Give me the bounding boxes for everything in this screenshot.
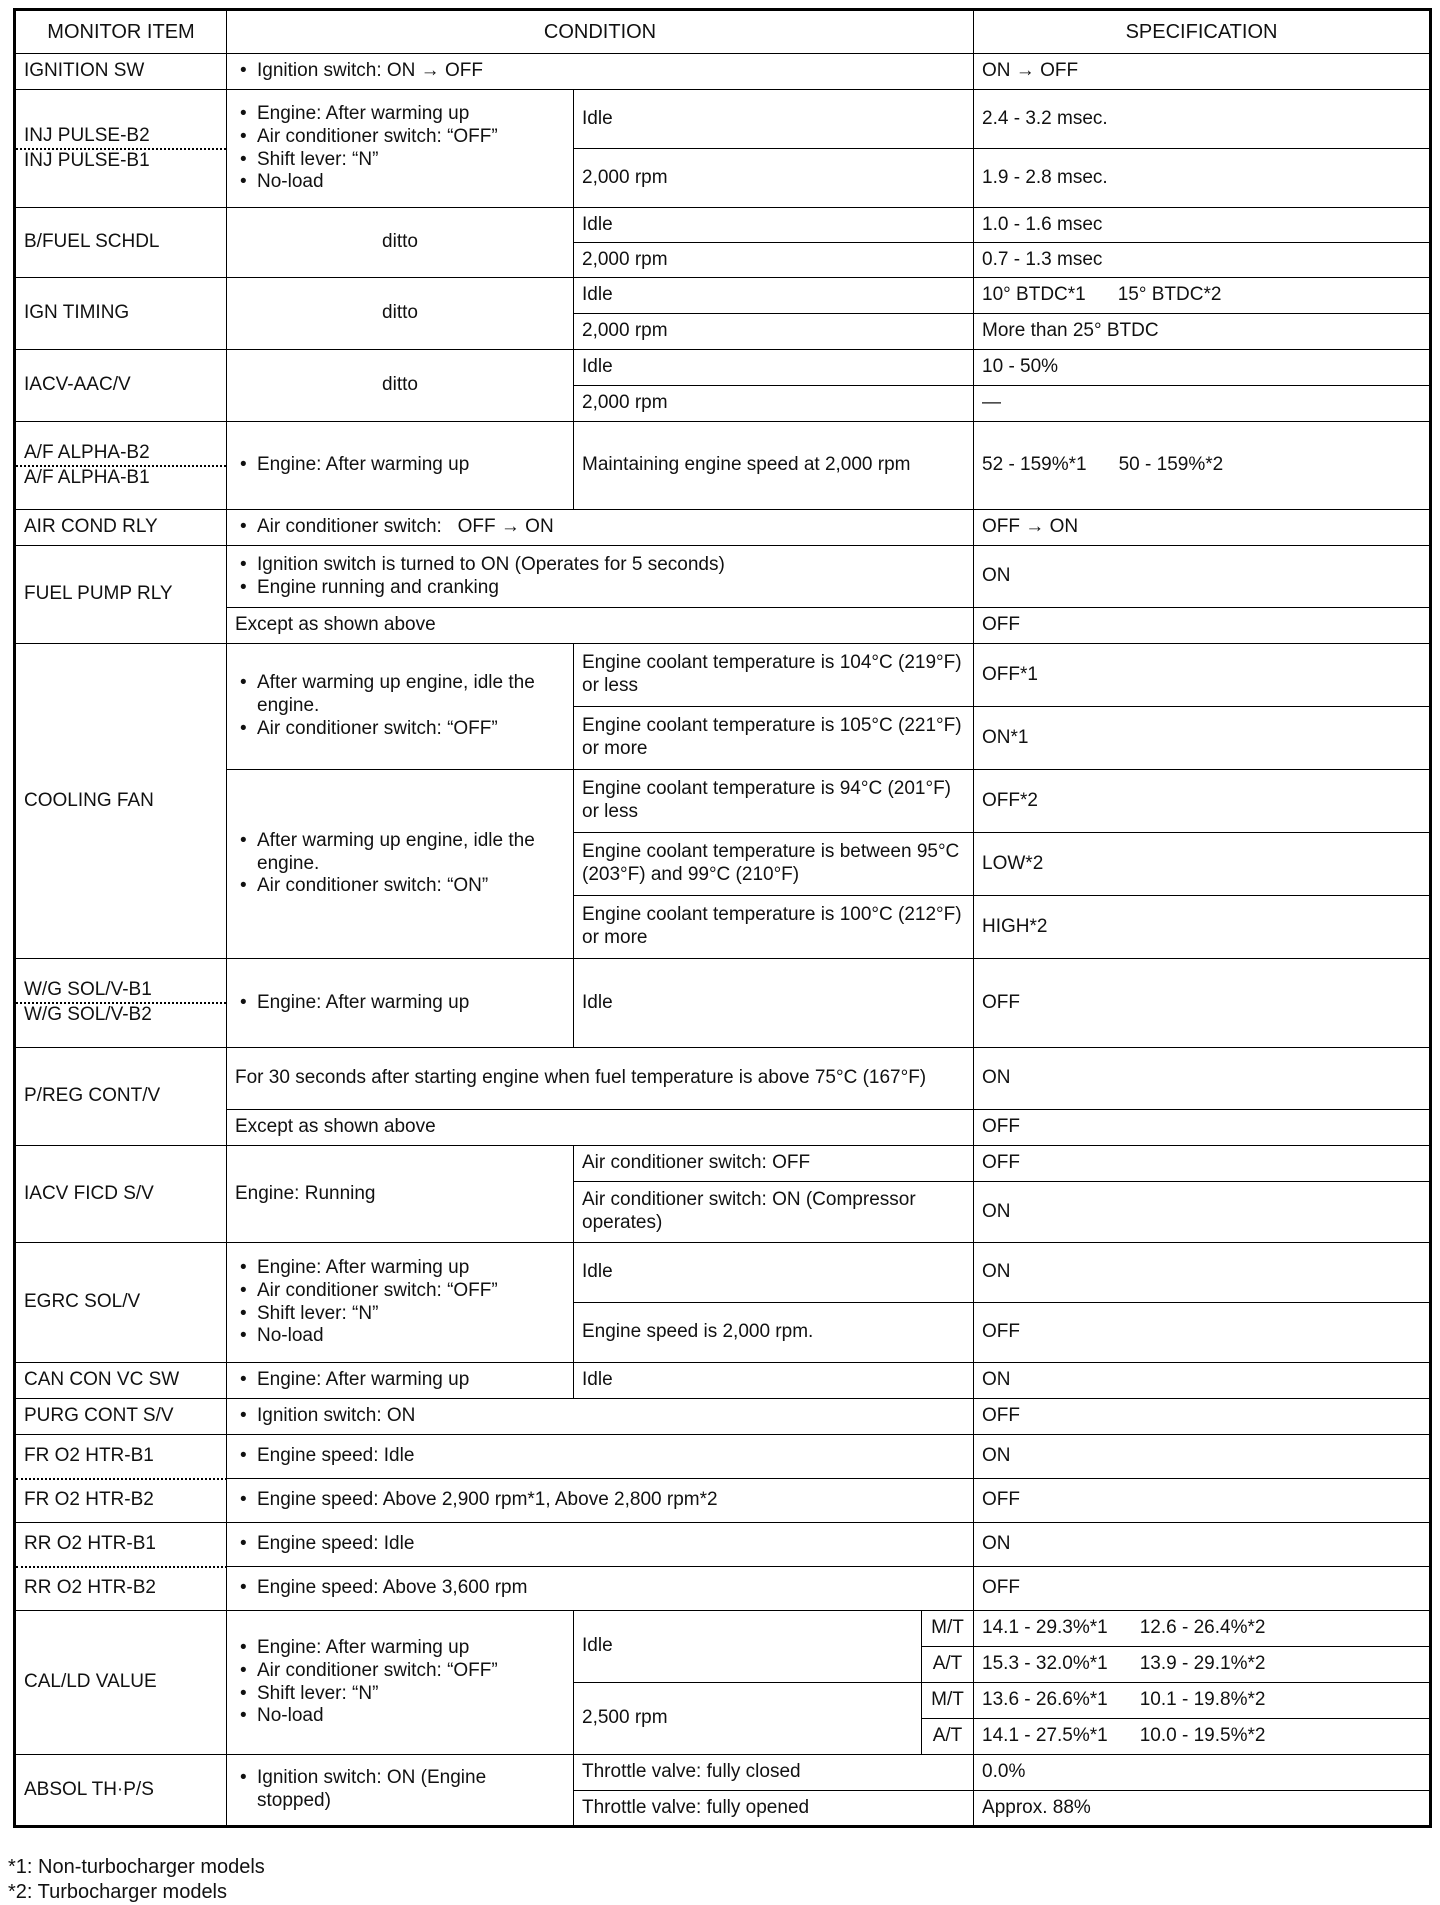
condition-bullet: • Engine speed: Above 3,600 rpm <box>235 1577 965 1600</box>
condition-bullet: • Engine: After warming up <box>235 992 565 1015</box>
spec-value: 10° BTDC*1 <box>982 284 1086 306</box>
monitor-spec-sheet <box>13 8 1432 1828</box>
specification-cell: OFF <box>974 1567 1431 1611</box>
table-row <box>15 54 1431 90</box>
specification-cell: OFF <box>974 1146 1431 1182</box>
condition-cell: Except as shown above <box>227 1110 974 1146</box>
specification-cell: ON <box>974 1243 1431 1303</box>
monitor-item: W/G SOL/V-B1 <box>16 979 226 1004</box>
table-row <box>15 1567 1431 1611</box>
specification-cell: Approx. 88% <box>974 1791 1431 1827</box>
monitor-item: PURG CONT S/V <box>15 1399 227 1435</box>
spec-value: 12.6 - 26.4%*2 <box>1139 1617 1266 1639</box>
sub-condition-cell: Idle <box>574 278 974 314</box>
monitor-item: ABSOL TH·P/S <box>15 1755 227 1827</box>
condition-bullet: • Air conditioner switch: “OFF” <box>235 1660 565 1683</box>
condition-bullet: • After warming up engine, idle the engine. <box>235 672 565 718</box>
monitor-item: P/REG CONT/V <box>15 1048 227 1146</box>
condition-cell <box>227 1755 574 1827</box>
sub-condition-cell: Throttle valve: fully opened <box>574 1791 974 1827</box>
specification-cell: OFF <box>974 959 1431 1048</box>
sub-condition-cell: Idle <box>574 350 974 386</box>
condition-bullet: • Engine speed: Above 2,900 rpm*1, Above 2,800 rpm*2 <box>235 1489 965 1512</box>
specification-cell: HIGH*2 <box>974 896 1431 959</box>
monitor-item: INJ PULSE-B1 <box>24 149 150 171</box>
sub-condition-cell: Air conditioner switch: OFF <box>574 1146 974 1182</box>
spec-value: 15° BTDC*2 <box>1117 284 1222 306</box>
specification-cell: 0.7 - 1.3 msec <box>974 243 1431 278</box>
condition-cell <box>227 1611 574 1755</box>
table-row <box>15 1243 1431 1303</box>
monitor-item: IACV-AAC/V <box>15 350 227 422</box>
monitor-spec-table <box>13 8 1432 1828</box>
condition-bullet: • Shift lever: “N” <box>235 149 565 172</box>
table-row <box>15 1110 1431 1146</box>
table-header-row <box>15 10 1431 54</box>
condition-cell <box>227 546 974 608</box>
monitor-item: IGNITION SW <box>15 54 227 90</box>
monitor-item: A/F ALPHA-B1 <box>24 466 150 488</box>
transmission-label: A/T <box>922 1719 974 1755</box>
monitor-item: A/F ALPHA-B2 <box>16 442 226 467</box>
condition-bullet: • Engine: After warming up <box>235 1257 565 1280</box>
sub-condition-cell: Maintaining engine speed at 2,000 rpm <box>574 422 974 510</box>
condition-cell <box>227 1523 974 1567</box>
specification-cell: OFF <box>974 1479 1431 1523</box>
specification-cell: OFF → ON <box>974 510 1431 546</box>
specification-cell: ON → OFF <box>974 54 1431 90</box>
sub-condition-cell: Idle <box>574 208 974 243</box>
header-specification: SPECIFICATION <box>974 10 1431 54</box>
table-row <box>15 1611 1431 1647</box>
condition-bullet: • No-load <box>235 1705 565 1728</box>
sub-condition-cell: 2,000 rpm <box>574 386 974 422</box>
condition-cell <box>227 1479 974 1523</box>
table-row <box>15 510 1431 546</box>
specification-cell: LOW*2 <box>974 833 1431 896</box>
table-row <box>15 1048 1431 1110</box>
condition-bullet: • No-load <box>235 171 565 194</box>
sub-condition-cell: Idle <box>574 1243 974 1303</box>
monitor-item: FR O2 HTR-B2 <box>15 1479 227 1523</box>
sub-condition-cell: Idle <box>574 90 974 149</box>
table-row <box>15 608 1431 644</box>
condition-cell <box>227 90 574 208</box>
condition-bullet: • Engine: After warming up <box>235 454 565 477</box>
sub-condition-cell: Throttle valve: fully closed <box>574 1755 974 1791</box>
specification-cell: 1.9 - 2.8 msec. <box>974 149 1431 208</box>
monitor-item: RR O2 HTR-B1 <box>15 1523 227 1567</box>
condition-cell: Except as shown above <box>227 608 974 644</box>
table-row <box>15 1363 1431 1399</box>
sub-condition-cell: 2,500 rpm <box>574 1683 922 1755</box>
sub-condition-cell: Engine speed is 2,000 rpm. <box>574 1303 974 1363</box>
specification-cell: More than 25° BTDC <box>974 314 1431 350</box>
condition-bullet: • Air conditioner switch: OFF → ON <box>235 516 965 539</box>
condition-cell <box>227 510 974 546</box>
condition-cell: For 30 seconds after starting engine when fuel temperature is above 75°C (167°F) <box>227 1048 974 1110</box>
monitor-item: INJ PULSE-B2 <box>16 125 226 150</box>
table-row <box>15 1755 1431 1791</box>
condition-bullet: • Engine speed: Idle <box>235 1445 965 1468</box>
monitor-item: W/G SOL/V-B2 <box>24 1004 152 1025</box>
sub-condition-cell: 2,000 rpm <box>574 314 974 350</box>
specification-cell: — <box>974 386 1431 422</box>
sub-condition-cell: 2,000 rpm <box>574 243 974 278</box>
specification-cell: OFF <box>974 1110 1431 1146</box>
condition-bullet: • Engine speed: Idle <box>235 1533 965 1556</box>
monitor-item: CAL/LD VALUE <box>15 1611 227 1755</box>
condition-cell <box>227 1567 974 1611</box>
sub-condition-cell: Engine coolant temperature is between 95°C (203°F) and 99°C (210°F) <box>574 833 974 896</box>
condition-bullet: • Engine running and cranking <box>235 577 965 600</box>
specification-cell: ON <box>974 1048 1431 1110</box>
monitor-item: IACV FICD S/V <box>15 1146 227 1243</box>
spec-value: 14.1 - 27.5%*1 <box>982 1725 1108 1747</box>
specification-cell <box>974 278 1431 314</box>
specification-cell <box>974 1611 1431 1647</box>
condition-cell <box>227 1399 974 1435</box>
monitor-item: FR O2 HTR-B1 <box>15 1435 227 1479</box>
specification-cell <box>974 422 1431 510</box>
spec-value: 50 - 159%*2 <box>1118 454 1224 476</box>
specification-cell: ON <box>974 1182 1431 1243</box>
table-row <box>15 1435 1431 1479</box>
condition-bullet: • Shift lever: “N” <box>235 1683 565 1706</box>
condition-cell: ditto <box>227 350 574 422</box>
condition-cell <box>227 959 574 1048</box>
sub-condition-cell: Idle <box>574 1611 922 1683</box>
condition-cell <box>227 54 974 90</box>
condition-cell: Engine: Running <box>227 1146 574 1243</box>
monitor-item: AIR COND RLY <box>15 510 227 546</box>
specification-cell <box>974 1647 1431 1683</box>
spec-value: 10.0 - 19.5%*2 <box>1139 1725 1266 1747</box>
footnote: *1: Non-turbocharger models <box>8 1856 265 1878</box>
sub-condition-cell: Engine coolant temperature is 100°C (212°F) or more <box>574 896 974 959</box>
condition-cell: ditto <box>227 208 574 278</box>
condition-cell <box>227 770 574 959</box>
table-row <box>15 1399 1431 1435</box>
condition-cell: ditto <box>227 278 574 350</box>
table-row <box>15 278 1431 314</box>
sub-condition-cell: Idle <box>574 959 974 1048</box>
monitor-item-pair <box>15 90 227 208</box>
table-row <box>15 208 1431 243</box>
specification-cell: 10 - 50% <box>974 350 1431 386</box>
specification-cell: OFF <box>974 608 1431 644</box>
specification-cell: OFF <box>974 1303 1431 1363</box>
table-row <box>15 644 1431 707</box>
condition-bullet: • Engine: After warming up <box>235 103 565 126</box>
condition-bullet: • Shift lever: “N” <box>235 1303 565 1326</box>
condition-bullet: • No-load <box>235 1325 565 1348</box>
transmission-label: M/T <box>922 1611 974 1647</box>
header-condition: CONDITION <box>227 10 974 54</box>
condition-bullet: • Engine: After warming up <box>235 1637 565 1660</box>
condition-bullet: • Air conditioner switch: “OFF” <box>235 126 565 149</box>
specification-cell: OFF*1 <box>974 644 1431 707</box>
specification-cell: ON <box>974 1523 1431 1567</box>
spec-value: 13.6 - 26.6%*1 <box>982 1689 1108 1711</box>
table-row <box>15 546 1431 608</box>
condition-cell <box>227 1363 574 1399</box>
condition-cell <box>227 1243 574 1363</box>
table-row <box>15 1146 1431 1182</box>
header-monitor-item: MONITOR ITEM <box>15 10 227 54</box>
table-row <box>15 770 1431 833</box>
condition-cell <box>227 644 574 770</box>
condition-bullet: • After warming up engine, idle the engine. <box>235 830 565 876</box>
specification-cell: 0.0% <box>974 1755 1431 1791</box>
specification-cell: 2.4 - 3.2 msec. <box>974 90 1431 149</box>
specification-cell <box>974 1719 1431 1755</box>
monitor-item: RR O2 HTR-B2 <box>15 1567 227 1611</box>
specification-cell <box>974 1683 1431 1719</box>
condition-bullet: • Ignition switch is turned to ON (Operates for 5 seconds) <box>235 554 965 577</box>
condition-bullet: • Ignition switch: ON (Engine stopped) <box>235 1767 565 1813</box>
specification-cell: OFF <box>974 1399 1431 1435</box>
specification-cell: ON*1 <box>974 707 1431 770</box>
footnotes <box>8 1855 265 1905</box>
spec-value: 10.1 - 19.8%*2 <box>1139 1689 1266 1711</box>
condition-bullet: • Air conditioner switch: “OFF” <box>235 1280 565 1303</box>
spec-value: 13.9 - 29.1%*2 <box>1139 1653 1266 1675</box>
sub-condition-cell: Engine coolant temperature is 105°C (221°F) or more <box>574 707 974 770</box>
specification-cell: 1.0 - 1.6 msec <box>974 208 1431 243</box>
table-row <box>15 959 1431 1048</box>
specification-cell: OFF*2 <box>974 770 1431 833</box>
sub-condition-cell: 2,000 rpm <box>574 149 974 208</box>
condition-bullet: • Ignition switch: ON <box>235 1405 965 1428</box>
condition-cell <box>227 422 574 510</box>
condition-bullet: • Air conditioner switch: “ON” <box>235 875 565 898</box>
spec-value: 15.3 - 32.0%*1 <box>982 1653 1108 1675</box>
sub-condition-cell: Idle <box>574 1363 974 1399</box>
table-row <box>15 90 1431 149</box>
table-row <box>15 1523 1431 1567</box>
condition-bullet: • Ignition switch: ON → OFF <box>235 60 965 83</box>
monitor-item-pair <box>15 422 227 510</box>
monitor-item: IGN TIMING <box>15 278 227 350</box>
condition-bullet: • Air conditioner switch: “OFF” <box>235 718 565 741</box>
monitor-item-pair <box>15 959 227 1048</box>
condition-bullet: • Engine: After warming up <box>235 1369 565 1392</box>
spec-value: 52 - 159%*1 <box>982 454 1087 476</box>
sub-condition-cell: Engine coolant temperature is 104°C (219°F) or less <box>574 644 974 707</box>
footnote: *2: Turbocharger models <box>8 1881 228 1903</box>
specification-cell: ON <box>974 1435 1431 1479</box>
monitor-item: FUEL PUMP RLY <box>15 546 227 644</box>
monitor-item: CAN CON VC SW <box>15 1363 227 1399</box>
transmission-label: M/T <box>922 1683 974 1719</box>
sub-condition-cell: Engine coolant temperature is 94°C (201°F) or less <box>574 770 974 833</box>
transmission-label: A/T <box>922 1647 974 1683</box>
table-row <box>15 422 1431 510</box>
spec-value: 14.1 - 29.3%*1 <box>982 1617 1108 1639</box>
monitor-item: COOLING FAN <box>15 644 227 959</box>
specification-cell: ON <box>974 546 1431 608</box>
specification-cell: ON <box>974 1363 1431 1399</box>
condition-cell <box>227 1435 974 1479</box>
monitor-item: B/FUEL SCHDL <box>15 208 227 278</box>
table-row <box>15 1479 1431 1523</box>
sub-condition-cell: Air conditioner switch: ON (Compressor operates) <box>574 1182 974 1243</box>
monitor-item: EGRC SOL/V <box>15 1243 227 1363</box>
table-row <box>15 350 1431 386</box>
